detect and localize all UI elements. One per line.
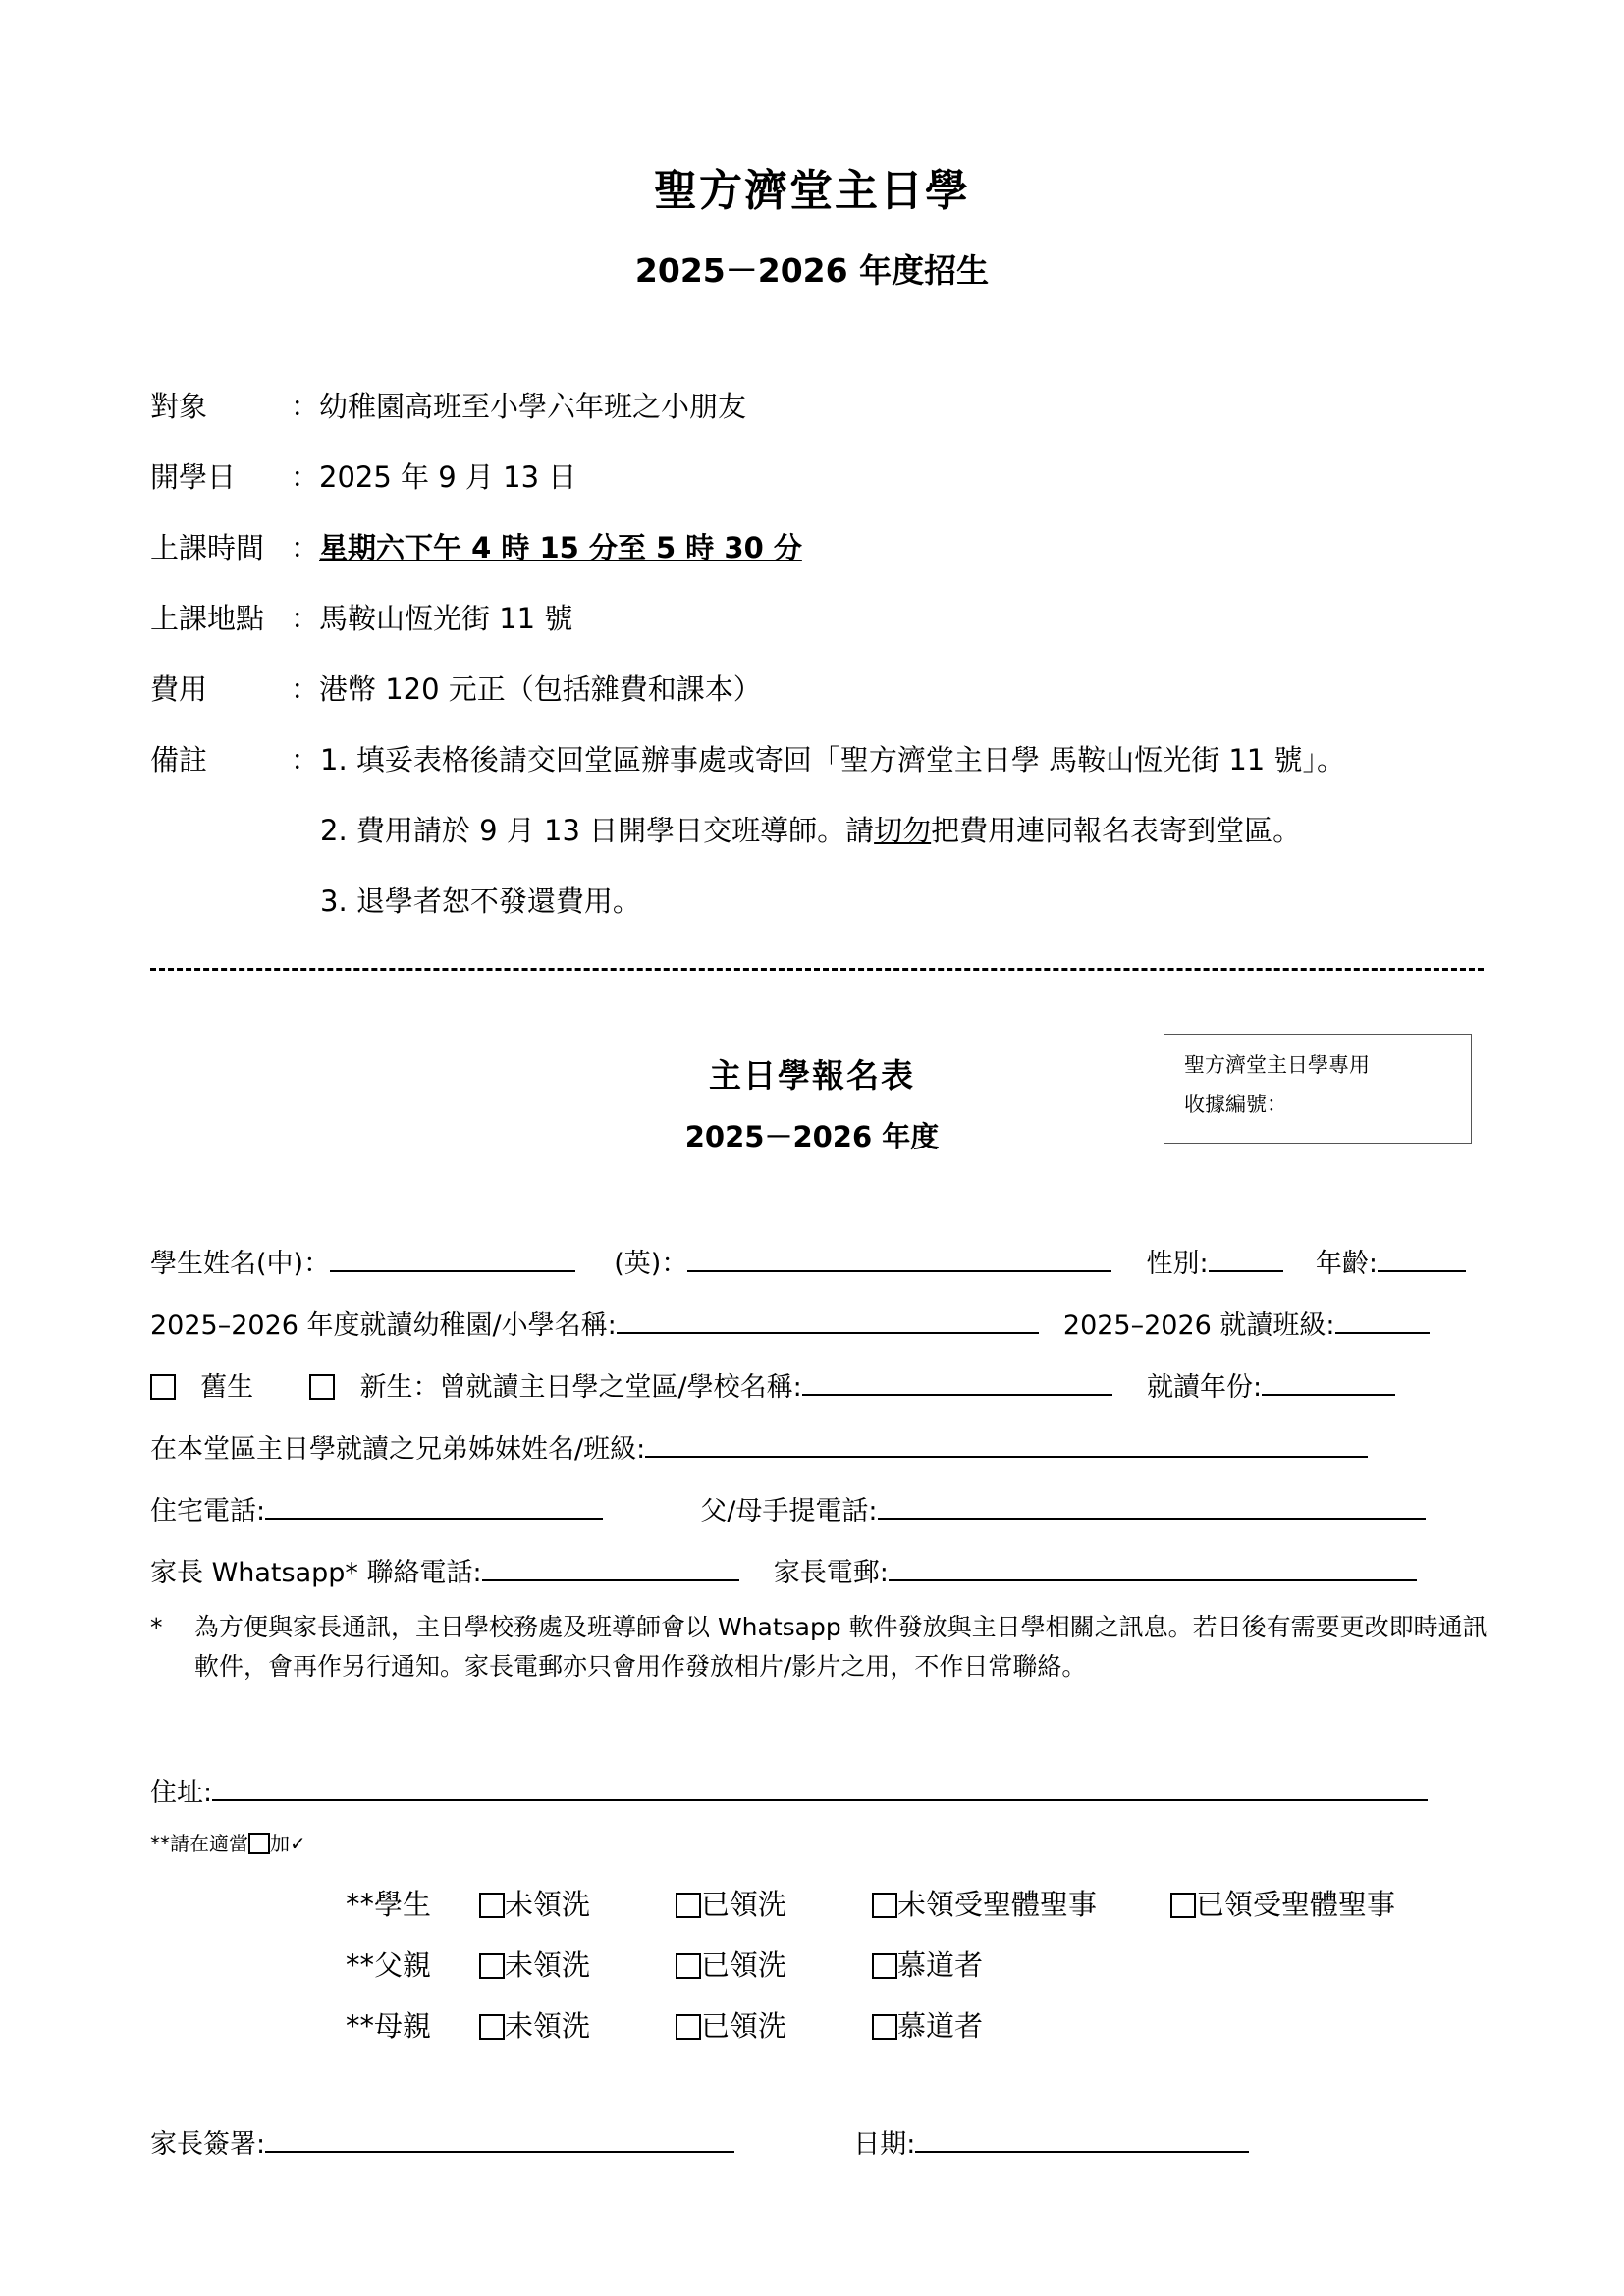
checkbox[interactable] [479,1953,505,1979]
name-en-field[interactable] [687,1245,1111,1272]
option-label: 未領洗 [505,1949,591,1982]
checkbox[interactable] [676,1893,701,1918]
mobile-label: 父/母手提電話: [700,1496,878,1526]
row-phones [150,1489,1426,1527]
hint-prefix: **請在適當 [150,1832,248,1855]
name-cn-label: 學生姓名(中)： [150,1249,331,1279]
baptism-who-father: **父親 [346,1949,432,1982]
baptism-option[interactable] [676,2004,786,2045]
remark-item-1: 1. 填妥表格後請交回堂區辦事處或寄回「聖方濟堂主日學 馬鞍山恆光街 11 號」。 [320,743,1345,776]
info-value-class-time: 星期六下午 4 時 15 分至 5 時 30 分 [319,531,802,564]
email-label: 家長電郵: [773,1558,889,1588]
baptism-option[interactable] [676,1883,786,1923]
baptism-option[interactable] [1170,1883,1395,1923]
age-field[interactable] [1378,1245,1466,1272]
signature-field[interactable] [265,2125,734,2153]
checkbox[interactable] [676,1953,701,1979]
name-en-label: (英)： [614,1249,688,1279]
baptism-option[interactable] [479,1883,590,1923]
school-label: 2025–2026 年度就讀幼稚園/小學名稱: [150,1310,617,1341]
age-label: 年齡: [1315,1249,1378,1279]
remark-item-2-wrap [320,809,1301,849]
option-label: 慕道者 [897,2009,984,2043]
remark-item-2-emphasis: 切勿 [874,814,932,847]
cut-line-divider [150,968,1484,971]
baptism-option[interactable] [872,2004,983,2045]
email-field[interactable] [889,1554,1417,1581]
option-label: 未領洗 [505,1888,591,1921]
form-subtitle: 2025－2026 年度 [684,1120,940,1153]
note-star: * [150,1613,163,1641]
address-field[interactable] [212,1774,1428,1801]
class-label: 2025–2026 就讀班級: [1062,1310,1335,1341]
row-student-name [150,1242,1466,1280]
option-label: 慕道者 [897,1949,984,1982]
address-label: 住址: [150,1778,213,1808]
checkbox[interactable] [479,2014,505,2040]
hint-checkbox-icon [248,1833,270,1854]
mobile-field[interactable] [878,1492,1426,1520]
old-student-label: 舊生 [200,1372,254,1403]
option-label: 已領受聖體聖事 [1196,1888,1396,1921]
baptism-who-student: **學生 [346,1888,432,1921]
info-label-fee: 費用 [150,672,208,706]
new-student-checkbox[interactable] [309,1374,335,1400]
info-value-target: ：幼稚園高班至小學六年班之小朋友 [291,390,747,423]
signature-label: 家長簽署: [150,2129,266,2160]
previous-school-field[interactable] [802,1368,1112,1396]
row-student-status [150,1365,1395,1404]
name-cn-field[interactable] [330,1245,575,1272]
siblings-label: 在本堂區主日學就讀之兄弟姊妹姓名/班級: [150,1434,646,1465]
baptism-who-mother: **母親 [346,2009,432,2043]
remark-item-3: 3. 退學者恕不發還費用。 [320,884,641,918]
office-use-title: 聖方濟堂主日學專用 [1184,1053,1370,1077]
hint-suffix: 加✓ [270,1832,306,1855]
info-label-start-date: 開學日 [150,460,237,494]
checkbox[interactable] [872,1953,897,1979]
new-student-label: 新生：曾就讀主日學之堂區/學校名稱: [359,1372,802,1403]
info-value-start-date: ：2025 年 9 月 13 日 [291,460,577,494]
year-field[interactable] [1262,1368,1395,1396]
baptism-row-mother [346,2004,1475,2044]
remark-item-2-rest: 把費用連同報名表寄到堂區。 [931,814,1302,847]
info-label-class-time: 上課時間 [150,531,265,564]
info-value-class-time-prefix: ： [291,531,320,564]
whatsapp-field[interactable] [482,1554,739,1581]
page-title: 聖方濟堂主日學 [654,166,970,216]
row-signature [150,2122,1249,2161]
remarks-prefix: ： [291,743,320,776]
old-student-checkbox[interactable] [150,1374,176,1400]
home-phone-label: 住宅電話: [150,1496,266,1526]
info-value-class-time-wrap [291,526,802,566]
home-phone-field[interactable] [265,1492,603,1520]
row-contact [150,1551,1417,1589]
option-label: 未領洗 [505,2009,591,2043]
remark-item-2: 2. 費用請於 9 月 13 日開學日交班導師。請 [320,814,875,847]
date-field[interactable] [915,2125,1249,2153]
class-field[interactable] [1335,1307,1430,1334]
siblings-field[interactable] [645,1430,1368,1458]
gender-field[interactable] [1209,1245,1283,1272]
baptism-option[interactable] [676,1944,786,1984]
row-address [150,1771,1428,1809]
year-label: 就讀年份: [1146,1372,1263,1403]
office-use-box [1164,1034,1472,1144]
receipt-number-label: 收據編號： [1184,1092,1287,1116]
gender-label: 性別: [1146,1249,1209,1279]
baptism-option[interactable] [872,1944,983,1984]
info-value-location: ：馬鞍山恆光街 11 號 [291,602,573,635]
row-school [150,1304,1430,1342]
remarks-label: 備註 [150,743,208,776]
info-label-target: 對象 [150,390,208,423]
baptism-row-student [346,1883,1475,1922]
option-label: 已領洗 [701,1949,787,1982]
whatsapp-label: 家長 Whatsapp* 聯絡電話: [150,1558,482,1588]
checkbox[interactable] [872,2014,897,2040]
option-label: 已領洗 [701,1888,787,1921]
checkbox[interactable] [676,2014,701,2040]
info-label-location: 上課地點 [150,602,265,635]
checkbox[interactable] [872,1893,897,1918]
page-subtitle: 2025－2026 年度招生 [634,251,990,290]
checkbox[interactable] [479,1893,505,1918]
checkbox-hint [150,1828,306,1856]
row-siblings [150,1427,1368,1466]
baptism-option[interactable] [872,1883,1097,1923]
option-label: 未領受聖體聖事 [897,1888,1098,1921]
form-title: 主日學報名表 [709,1056,915,1095]
baptism-option[interactable] [479,2004,590,2045]
note-text: 為方便與家長通訊，主日學校務處及班導師會以 Whatsapp 軟件發放與主日學相關之訊息。若日後有需要更改即時通訊軟件，會再作另行通知。家長電郵亦只會用作發放相片/影片之用，不作日常聯絡。 [194,1613,1488,1681]
option-label: 已領洗 [701,2009,787,2043]
baptism-option[interactable] [479,1944,590,1984]
date-label: 日期: [853,2129,916,2160]
baptism-row-father [346,1944,1475,1983]
school-field[interactable] [617,1307,1039,1334]
checkbox[interactable] [1170,1893,1196,1918]
info-value-fee: ：港幣 120 元正（包括雜費和課本） [291,672,762,706]
